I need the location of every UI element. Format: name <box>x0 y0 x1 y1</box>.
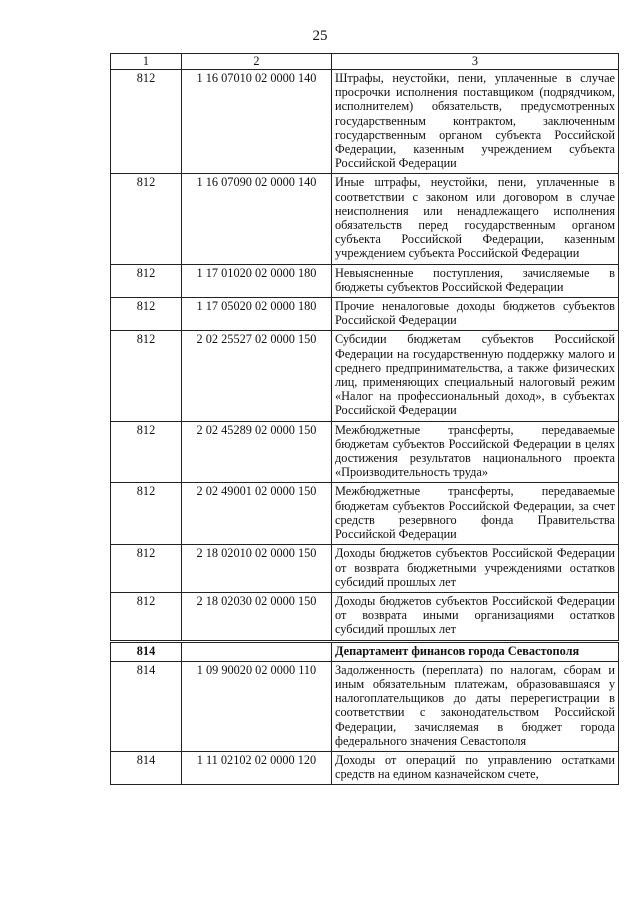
table-row <box>111 661 619 751</box>
table-row <box>111 545 619 593</box>
table-row <box>111 264 619 297</box>
budget-classification-code-cell: 2 02 45289 02 0000 150 <box>182 421 332 483</box>
administrator-code-cell: 812 <box>111 421 182 483</box>
administrator-code-cell: 812 <box>111 483 182 545</box>
table-body <box>111 70 619 785</box>
table-row <box>111 421 619 483</box>
revenue-codes-table <box>110 53 619 785</box>
budget-classification-code-cell: 2 18 02030 02 0000 150 <box>182 592 332 641</box>
page-number: 25 <box>312 28 328 44</box>
budget-classification-code-cell: 2 02 49001 02 0000 150 <box>182 483 332 545</box>
revenue-description-cell: Субсидии бюджетам субъектов Российской Федерации на государственную поддержку малого и среднего предпринимательства, а также физических лиц, применяющих специальный налоговый режим «Налог на профессиональный доход», в субъектах Российской Федерации <box>332 331 619 421</box>
revenue-description-cell: Невыясненные поступления, зачисляемые в бюджеты субъектов Российской Федерации <box>332 264 619 297</box>
administrator-code-cell: 812 <box>111 264 182 297</box>
budget-classification-code-cell: 1 09 90020 02 0000 110 <box>182 661 332 751</box>
administrator-code-cell: 812 <box>111 545 182 593</box>
header-row <box>111 54 619 70</box>
revenue-description-cell: Задолженность (переплата) по налогам, сборам и иным обязательным платежам, образовавшаяся у налогоплательщиков до даты перерегистрации в соответствии с законодательством Российской Федерации, зачисляемая в бюджет города федерального значения Севастополя <box>332 661 619 751</box>
budget-classification-code-cell: 1 16 07010 02 0000 140 <box>182 70 332 174</box>
section-header-row <box>111 641 619 661</box>
revenue-description-cell: Межбюджетные трансферты, передаваемые бюджетам субъектов Российской Федерации в целях достижения результатов национального проекта «Производительность труда» <box>332 421 619 483</box>
column-header-3: 3 <box>332 54 619 70</box>
administrator-code-cell: 812 <box>111 174 182 264</box>
administrator-code-cell: 812 <box>111 331 182 421</box>
revenue-description-cell: Доходы бюджетов субъектов Российской Федерации от возврата бюджетными учреждениями остатков субсидий прошлых лет <box>332 545 619 593</box>
administrator-code-cell: 814 <box>111 661 182 751</box>
administrator-code-cell: 814 <box>111 641 182 661</box>
table-row <box>111 751 619 784</box>
budget-classification-code-cell <box>182 641 332 661</box>
revenue-description-cell: Доходы от операций по управлению остатками средств на едином казначейском счете, <box>332 751 619 784</box>
table-row <box>111 331 619 421</box>
administrator-name-cell: Департамент финансов города Севастополя <box>332 641 619 661</box>
revenue-description-cell: Межбюджетные трансферты, передаваемые бюджетам субъектов Российской Федерации, за счет средств резервного фонда Правительства Российской Федерации <box>332 483 619 545</box>
column-header-2: 2 <box>182 54 332 70</box>
budget-classification-code-cell: 2 18 02010 02 0000 150 <box>182 545 332 593</box>
table-row <box>111 298 619 331</box>
table-row <box>111 592 619 641</box>
budget-classification-code-cell: 1 16 07090 02 0000 140 <box>182 174 332 264</box>
table-row <box>111 70 619 174</box>
budget-classification-code-cell: 2 02 25527 02 0000 150 <box>182 331 332 421</box>
administrator-code-cell: 814 <box>111 751 182 784</box>
administrator-code-cell: 812 <box>111 592 182 641</box>
budget-classification-code-cell: 1 17 05020 02 0000 180 <box>182 298 332 331</box>
administrator-code-cell: 812 <box>111 298 182 331</box>
budget-classification-code-cell: 1 11 02102 02 0000 120 <box>182 751 332 784</box>
revenue-description-cell: Штрафы, неустойки, пени, уплаченные в случае просрочки исполнения поставщиком (подрядчиком, исполнителем) обязательств, предусмотренных государственным контрактом, заключенным государственным органом субъекта Российской Федерации, казенным учреждением субъекта Российской Федерации <box>332 70 619 174</box>
table-row <box>111 174 619 264</box>
revenue-description-cell: Доходы бюджетов субъектов Российской Федерации от возврата иными организациями остатков субсидий прошлых лет <box>332 592 619 641</box>
administrator-code-cell: 812 <box>111 70 182 174</box>
budget-classification-code-cell: 1 17 01020 02 0000 180 <box>182 264 332 297</box>
column-header-1: 1 <box>111 54 182 70</box>
revenue-description-cell: Иные штрафы, неустойки, пени, уплаченные в соответствии с законом или договором в случае неисполнения или ненадлежащего исполнения обязательств перед государственным органом субъекта Российской Федерации, казенным учреждением субъекта Российской Федерации <box>332 174 619 264</box>
revenue-description-cell: Прочие неналоговые доходы бюджетов субъектов Российской Федерации <box>332 298 619 331</box>
table-row <box>111 483 619 545</box>
